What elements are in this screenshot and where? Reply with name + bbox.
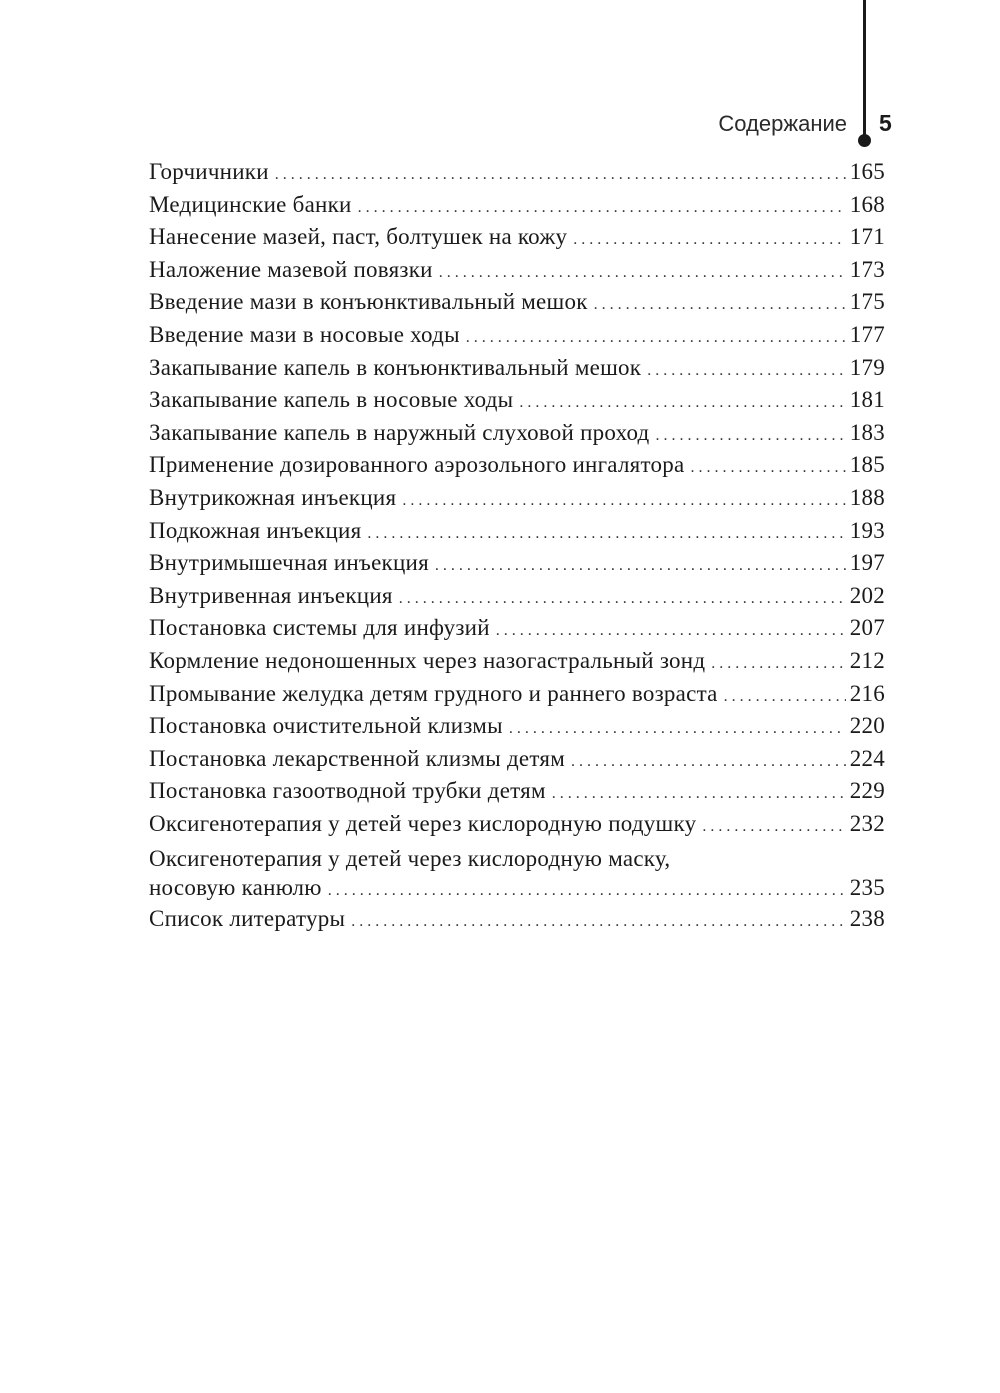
toc-entry-page: 181 — [849, 387, 885, 413]
toc-entry-title: Внутримышечная инъекция — [149, 550, 429, 576]
toc-entry[interactable] — [149, 417, 885, 450]
toc-entry-title: Постановка газоотводной трубки детям — [149, 778, 546, 804]
toc-leader-dots — [358, 192, 846, 225]
toc-leader-dots — [351, 906, 846, 939]
toc-entry-title: Подкожная инъекция — [149, 517, 362, 543]
toc-entry-title: Внутривенная инъекция — [149, 582, 393, 608]
header-vertical-rule — [863, 0, 866, 145]
toc-leader-dots — [552, 778, 846, 811]
toc-leader-dots — [655, 420, 845, 453]
toc-entry[interactable] — [149, 319, 885, 352]
toc-entry[interactable] — [149, 844, 885, 903]
toc-entry[interactable] — [149, 449, 885, 482]
toc-entry[interactable] — [149, 580, 885, 613]
toc-entry-title: Применение дозированного аэрозольного ингалятора — [149, 452, 685, 478]
toc-entry[interactable] — [149, 352, 885, 385]
toc-entry[interactable] — [149, 775, 885, 808]
header-rule-dot — [858, 134, 871, 147]
toc-entry-page: 238 — [849, 906, 885, 932]
toc-entry-title-line2: носовую канюлю — [149, 875, 322, 901]
toc-leader-dots — [466, 322, 846, 355]
toc-entry-title: Постановка системы для инфузий — [149, 615, 490, 641]
toc-entry-page: 229 — [849, 778, 885, 804]
toc-entry-page: 216 — [849, 680, 885, 706]
toc-entry[interactable] — [149, 254, 885, 287]
toc-leader-dots — [724, 681, 846, 714]
toc-leader-dots — [571, 746, 846, 779]
toc-entry-page: 177 — [849, 321, 885, 347]
toc-entry-title: Оксигенотерапия у детей через кислородную подушку — [149, 810, 697, 836]
toc-entry-title: Промывание желудка детям грудного и раннего возраста — [149, 680, 718, 706]
toc-entry-page: 212 — [849, 647, 885, 673]
toc-entry-title: Наложение мазевой повязки — [149, 256, 433, 282]
toc-entry[interactable] — [149, 710, 885, 743]
toc-entry-title-line1: Оксигенотерапия у детей через кислородную маску, — [149, 846, 671, 872]
running-title: Содержание — [718, 111, 847, 136]
toc-entry[interactable] — [149, 189, 885, 222]
toc-entry-title: Горчичники — [149, 159, 269, 184]
toc-leader-dots — [594, 289, 846, 322]
toc-entry-title: Введение мази в конъюнктивальный мешок — [149, 289, 588, 315]
toc-leader-dots — [439, 257, 846, 290]
toc-entry-page: 232 — [849, 810, 885, 836]
table-of-contents — [149, 156, 885, 936]
toc-entry-page: 175 — [849, 289, 885, 315]
toc-leader-dots — [496, 615, 846, 648]
toc-entry-title: Список литературы — [149, 906, 346, 932]
toc-leader-dots — [647, 355, 846, 388]
toc-entry-page: 188 — [849, 484, 885, 510]
toc-leader-dots — [509, 713, 846, 746]
toc-entry-title: Закапывание капель в носовые ходы — [149, 387, 514, 413]
toc-leader-dots — [435, 550, 846, 583]
toc-leader-dots — [711, 648, 845, 681]
toc-entry[interactable] — [149, 612, 885, 645]
toc-leader-dots — [573, 224, 846, 257]
toc-leader-dots — [328, 876, 846, 906]
toc-entry-page: 207 — [849, 615, 885, 641]
toc-entry[interactable] — [149, 286, 885, 319]
toc-entry-page: 197 — [849, 550, 885, 576]
toc-entry[interactable] — [149, 903, 885, 936]
toc-entry-page: 173 — [849, 256, 885, 282]
toc-entry[interactable] — [149, 547, 885, 580]
toc-entry-title: Постановка очистительной клизмы — [149, 713, 503, 739]
page-number: 5 — [879, 110, 892, 136]
toc-entry-title: Нанесение мазей, паст, болтушек на кожу — [149, 224, 568, 250]
toc-entry[interactable] — [149, 743, 885, 776]
toc-leader-dots — [519, 387, 845, 420]
toc-entry-page: 224 — [849, 745, 885, 771]
toc-entry-title: Введение мази в носовые ходы — [149, 321, 460, 347]
toc-entry-page: 168 — [849, 191, 885, 217]
toc-leader-dots — [367, 518, 845, 551]
toc-entry-page: 193 — [849, 517, 885, 543]
toc-leader-dots — [690, 452, 845, 485]
toc-entry-page: 171 — [849, 224, 885, 250]
toc-entry[interactable] — [149, 384, 885, 417]
toc-leader-dots — [399, 583, 846, 616]
toc-entry-page: 165 — [849, 159, 885, 184]
toc-entry-page: 220 — [849, 713, 885, 739]
toc-entry[interactable] — [149, 515, 885, 548]
toc-entry[interactable] — [149, 482, 885, 515]
toc-entry[interactable] — [149, 156, 885, 189]
toc-entry-page: 183 — [849, 419, 885, 445]
toc-entry-page: 179 — [849, 354, 885, 380]
toc-entry-title: Внутрикожная инъекция — [149, 484, 397, 510]
toc-leader-dots — [275, 159, 846, 192]
toc-entry[interactable] — [149, 808, 885, 841]
toc-entry-title: Кормление недоношенных через назогастральный зонд — [149, 647, 706, 673]
toc-entry-second-line — [149, 873, 885, 903]
toc-entry-page: 235 — [849, 875, 885, 901]
toc-entry-title: Закапывание капель в наружный слуховой проход — [149, 419, 650, 445]
toc-entry-title: Закапывание капель в конъюнктивальный мешок — [149, 354, 642, 380]
toc-entry-title: Медицинские банки — [149, 191, 352, 217]
toc-entry[interactable] — [149, 221, 885, 254]
toc-entry[interactable] — [149, 645, 885, 678]
toc-entry-page: 185 — [849, 452, 885, 478]
toc-entry-page: 202 — [849, 582, 885, 608]
toc-leader-dots — [702, 811, 845, 844]
toc-entry[interactable] — [149, 678, 885, 711]
toc-entry-title: Постановка лекарственной клизмы детям — [149, 745, 565, 771]
toc-leader-dots — [402, 485, 845, 518]
